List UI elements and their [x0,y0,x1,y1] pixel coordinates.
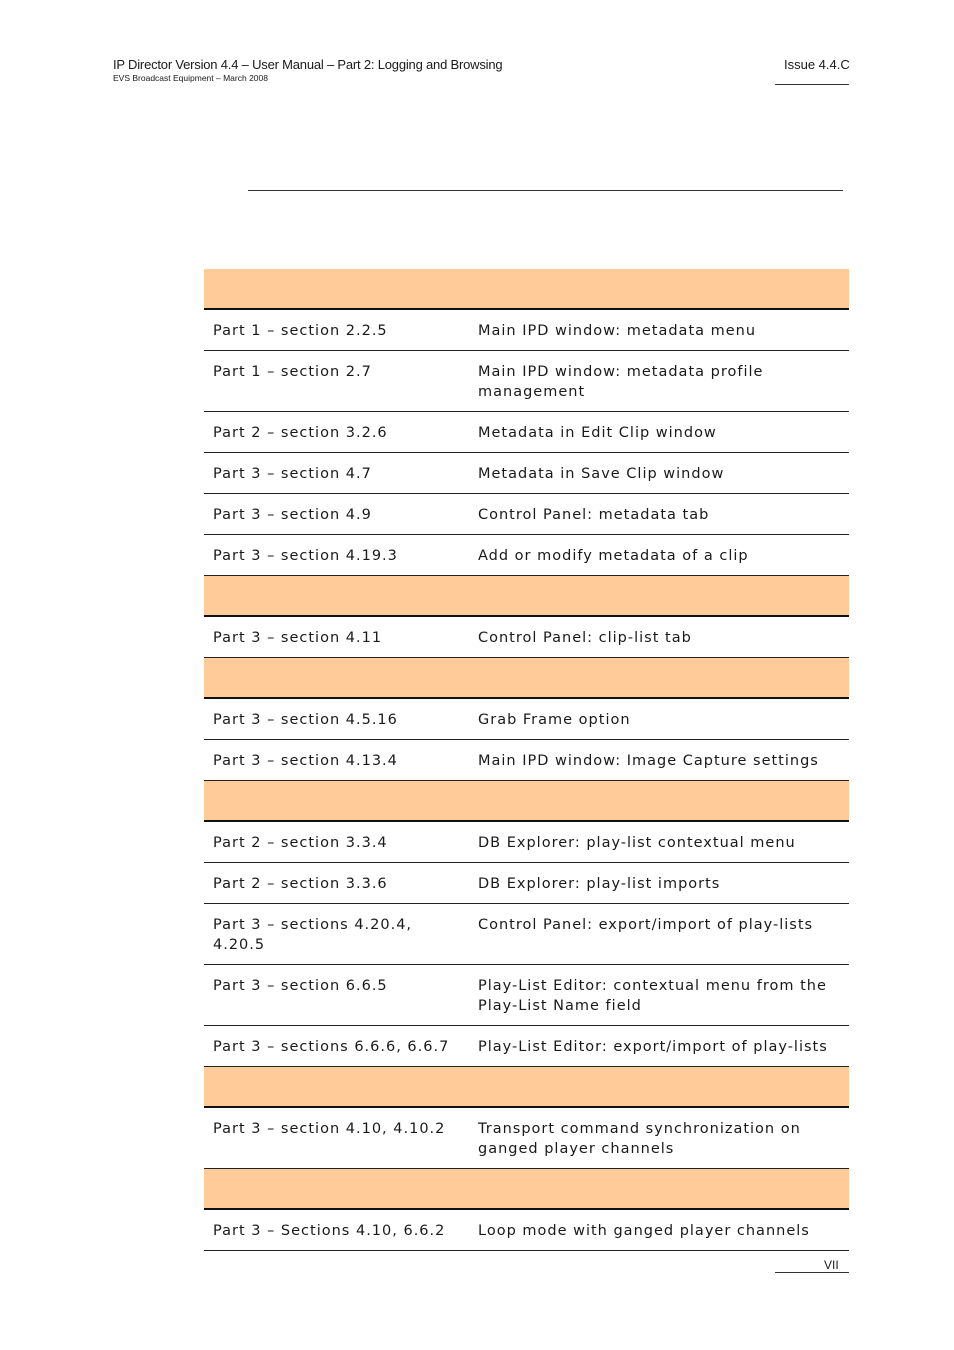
table-row [204,535,849,576]
description-cell: Main IPD window: metadata profile management [469,351,849,412]
table-row [204,1107,849,1169]
section-band [204,1067,849,1108]
reference-cell: Part 3 – section 4.5.16 [204,698,469,740]
header-rule [775,84,849,85]
description-cell: Main IPD window: Image Capture settings [469,740,849,781]
cross-reference-table [204,269,849,1251]
table-row [204,740,849,781]
reference-cell: Part 3 – section 6.6.5 [204,965,469,1026]
table-row [204,965,849,1026]
reference-cell: Part 3 – section 4.19.3 [204,535,469,576]
description-cell: Control Panel: metadata tab [469,494,849,535]
description-cell: DB Explorer: play-list contextual menu [469,821,849,863]
reference-cell: Part 3 – Sections 4.10, 6.6.2 [204,1209,469,1251]
footer-rule [775,1272,849,1273]
description-cell: Metadata in Save Clip window [469,453,849,494]
description-cell: DB Explorer: play-list imports [469,863,849,904]
section-band [204,781,849,822]
section-band-cell [204,269,849,309]
section-band-cell [204,781,849,822]
section-band [204,1169,849,1210]
description-cell: Metadata in Edit Clip window [469,412,849,453]
reference-cell: Part 3 – sections 4.20.4, 4.20.5 [204,904,469,965]
description-cell: Control Panel: clip-list tab [469,616,849,658]
reference-cell: Part 1 – section 2.2.5 [204,309,469,351]
description-cell: Transport command synchronization on ganged player channels [469,1107,849,1169]
table-row [204,863,849,904]
description-cell: Main IPD window: metadata menu [469,309,849,351]
reference-cell: Part 3 – section 4.9 [204,494,469,535]
document-subtitle: EVS Broadcast Equipment – March 2008 [113,73,268,83]
table-row [204,1209,849,1251]
description-cell: Play-List Editor: contextual menu from the Play-List Name field [469,965,849,1026]
section-band-cell [204,658,849,699]
reference-cell: Part 3 – section 4.13.4 [204,740,469,781]
issue-label: Issue 4.4.C [784,57,850,72]
description-cell: Play-List Editor: export/import of play-lists [469,1026,849,1067]
section-band [204,269,849,309]
table-row [204,453,849,494]
table-body [204,269,849,1251]
section-rule [248,190,843,191]
reference-cell: Part 2 – section 3.3.4 [204,821,469,863]
document-title: IP Director Version 4.4 – User Manual – Part 2: Logging and Browsing [113,57,503,72]
description-cell: Add or modify metadata of a clip [469,535,849,576]
reference-cell: Part 2 – section 3.3.6 [204,863,469,904]
page-number: VII [824,1258,839,1272]
table-row [204,821,849,863]
table-row [204,698,849,740]
description-cell: Loop mode with ganged player channels [469,1209,849,1251]
table-row [204,351,849,412]
reference-cell: Part 3 – section 4.10, 4.10.2 [204,1107,469,1169]
table-row [204,1026,849,1067]
section-band-cell [204,1169,849,1210]
table-row [204,904,849,965]
table-row [204,616,849,658]
description-cell: Grab Frame option [469,698,849,740]
section-band-cell [204,576,849,617]
description-cell: Control Panel: export/import of play-lists [469,904,849,965]
table-row [204,494,849,535]
section-band [204,576,849,617]
reference-cell: Part 1 – section 2.7 [204,351,469,412]
reference-cell: Part 3 – section 4.7 [204,453,469,494]
reference-cell: Part 3 – section 4.11 [204,616,469,658]
reference-cell: Part 2 – section 3.2.6 [204,412,469,453]
reference-cell: Part 3 – sections 6.6.6, 6.6.7 [204,1026,469,1067]
section-band-cell [204,1067,849,1108]
table-row [204,412,849,453]
section-band [204,658,849,699]
table-row [204,309,849,351]
